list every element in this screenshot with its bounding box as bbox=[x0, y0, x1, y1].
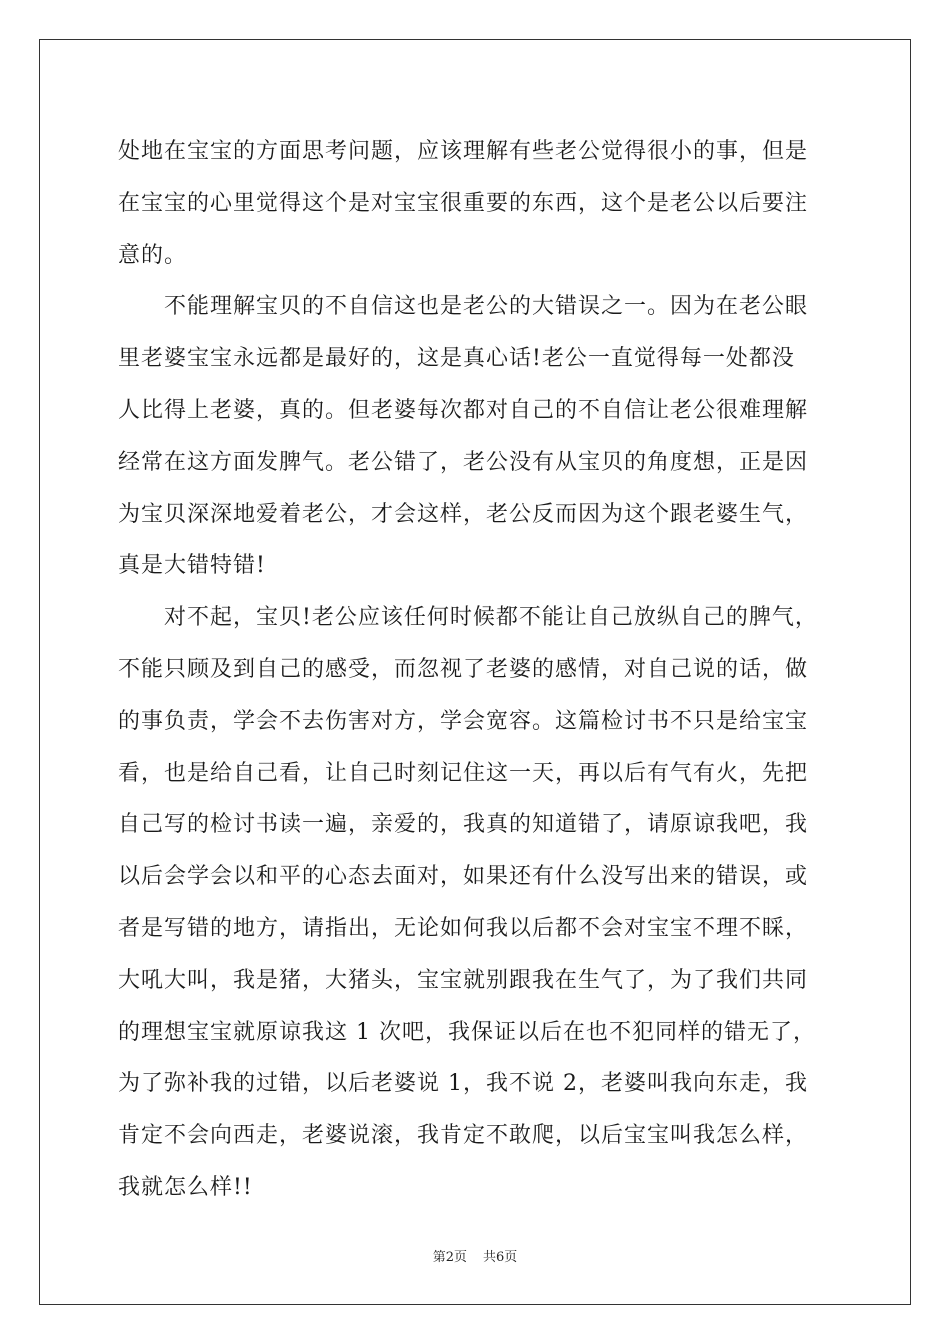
text-line: 在宝宝的心里觉得这个是对宝宝很重要的东西，这个是老公以后要注 bbox=[118, 190, 809, 216]
text-line: 为宝贝深深地爱着老公，才会这样，老公反而因为这个跟老婆生气， bbox=[118, 501, 809, 527]
text-line: 的理想宝宝就原谅我这 1 次吧，我保证以后在也不犯同样的错无了， bbox=[118, 1019, 816, 1045]
document-body bbox=[118, 126, 838, 1214]
text-line: 肯定不会向西走，老婆说滚，我肯定不敢爬，以后宝宝叫我怎么样， bbox=[118, 1123, 809, 1149]
paragraph bbox=[118, 281, 838, 592]
text-line: 人比得上老婆，真的。但老婆每次都对自己的不自信让老公很难理解 bbox=[118, 397, 809, 423]
page-total: 共6页 bbox=[483, 1250, 518, 1265]
text-line: 意的。 bbox=[118, 242, 188, 268]
text-line: 大吼大叫，我是猪，大猪头，宝宝就别跟我在生气了，为了我们共同 bbox=[118, 967, 809, 993]
text-line: 为了弥补我的过错，以后老婆说 1，我不说 2，老婆叫我向东走，我 bbox=[118, 1071, 808, 1097]
page-footer bbox=[0, 1246, 950, 1265]
text-line: 里老婆宝宝永远都是最好的，这是真心话!老公一直觉得每一处都没 bbox=[118, 346, 795, 372]
text-line: 真是大错特错! bbox=[118, 553, 266, 579]
text-line: 对不起，宝贝!老公应该任何时候都不能让自己放纵自己的脾气， bbox=[164, 605, 818, 631]
text-line: 者是写错的地方，请指出，无论如何我以后都不会对宝宝不理不睬， bbox=[118, 915, 809, 941]
text-line: 我就怎么样!! bbox=[118, 1174, 253, 1200]
paragraph bbox=[118, 126, 838, 281]
text-line: 看，也是给自己看，让自己时刻记住这一天，再以后有气有火，先把 bbox=[118, 760, 809, 786]
text-line: 经常在这方面发脾气。老公错了，老公没有从宝贝的角度想，正是因 bbox=[118, 449, 809, 475]
text-line: 自己写的检讨书读一遍，亲爱的，我真的知道错了，请原谅我吧，我 bbox=[118, 812, 809, 838]
text-line: 的事负责，学会不去伤害对方，学会宽容。这篇检讨书不只是给宝宝 bbox=[118, 708, 809, 734]
text-line: 处地在宝宝的方面思考问题，应该理解有些老公觉得很小的事，但是 bbox=[118, 139, 809, 164]
text-line: 不能理解宝贝的不自信这也是老公的大错误之一。因为在老公眼 bbox=[164, 294, 809, 320]
text-line: 以后会学会以和平的心态去面对，如果还有什么没写出来的错误，或 bbox=[118, 864, 809, 890]
page-number: 第2页 bbox=[432, 1250, 467, 1265]
paragraph bbox=[118, 592, 838, 1214]
text-line: 不能只顾及到自己的感受，而忽视了老婆的感情，对自己说的话，做 bbox=[118, 656, 809, 682]
